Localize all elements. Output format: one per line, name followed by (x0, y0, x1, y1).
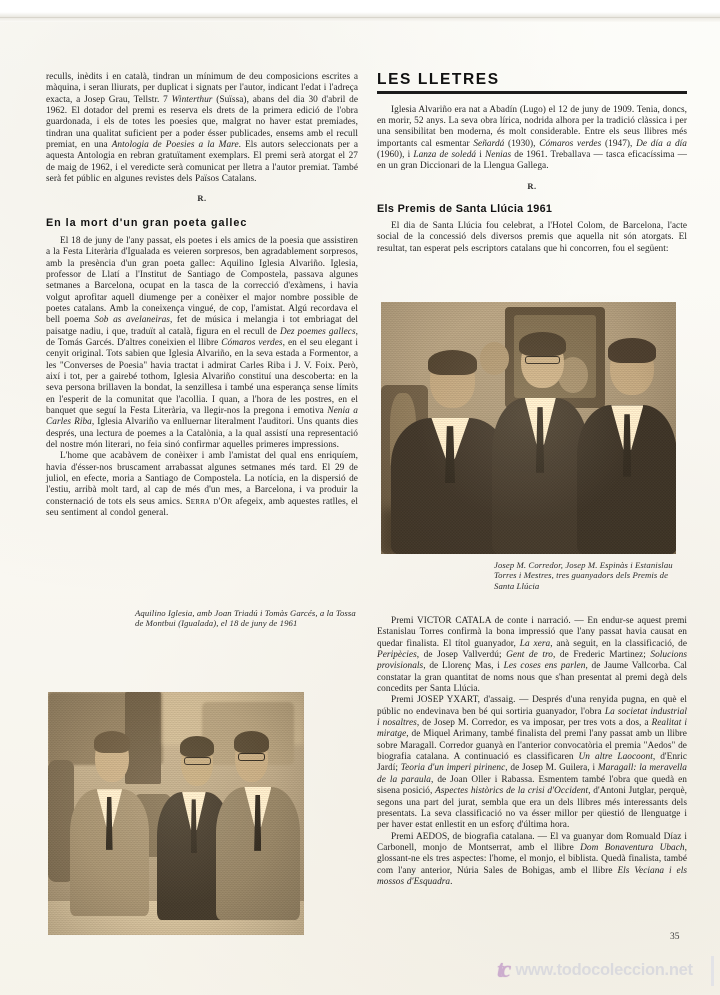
article-heading-poeta-gallec: En la mort d'un gran poeta gallec (46, 217, 248, 230)
poeta-gallec-paragraph-2: L'home que acabàvem de conèixer i amb l'amistat del qual ens enriquíem, havia d'ésser-nos bruscament arrabassat algunes setmanes més tard. El 29 de juliol, en efecte, moria a Santiago de Compostela. La notícia, en la dispersió de l'estiu, arribà molt tard, al cap de més d'un mes, a Barcelona, i va produir la consternació de tots els seus amics. Serra d'Or afegeix, amb aquestes ratlles, el seu sentiment al condol general. (46, 451, 358, 519)
section-title-les-lletres: LES LLETRES (377, 71, 500, 88)
watermark (497, 958, 693, 982)
left-column (46, 72, 358, 519)
photo-premis-santa-llucia-winners (381, 302, 676, 554)
section-title-rule (377, 91, 687, 94)
left-photo-caption-block (135, 608, 358, 629)
alvarino-biography-paragraph: Iglesia Alvariño era nat a Abadín (Lugo) el 12 de juny de 1909. Tenia, doncs, en morir, 52 anys. La seva obra lírica, nodrida alhora per la tradició clàssica i per una sensibilitat ben moderna, és molt considerable. Entre els seus llibres més importants cal esmentar Señardá (1930), Cómaros verdes (1947), De día a día (1960), i Lanza de soledá i Nenias de 1961. Treballava — tasca eficacíssima — en un gran Diccionari de la Llengua Gallega. (377, 104, 687, 172)
page-number: 35 (670, 932, 680, 942)
premis-intro-paragraph: El dia de Santa Llúcia fou celebrat, a l'Hotel Colom, de Barcelona, l'acte social de la concessió dels diversos premis que aquella nit són atorgats. El resultat, tan esperat pels escriptors catalans que hi concorren, fou el següent: (377, 220, 687, 254)
watermark-side-bar (711, 956, 714, 986)
watermark-url-text: www.todocoleccion.net (515, 960, 693, 979)
prize-aedos-paragraph: Premi AEDOS, de biografia catalana. — El va guanyar dom Romuald Díaz i Carbonell, monjo de Montserrat, amb el llibre Dom Bonaventura Ubach, glossant-ne els tres aspectes: l'home, el monjo, el biblista. Quedà finalista, també com l'any anterior, Núria Sales de Bohigas, amb el llibre Els Veciana i els mossos d'Esquadra. (377, 831, 688, 887)
signature-initial-left: R. (197, 193, 207, 204)
prizes-text-block (377, 616, 687, 888)
right-column (377, 72, 687, 255)
continuation-paragraph: reculls, inèdits i en català, tindran un mínimum de deu composicions escrites a màquina, i seran lliurats, per duplicat i signats per l'autor, indicant l'edat i l'adreça exacta, a Josep Grau, Tellstr. 7 Winterthur (Suïssa), abans del dia 30 d'abril de 1962. El dotador del premi es reserva els drets de la primera edició de l'obra guardonada, i els de totes les poesies que, malgrat no haver estat premiades, tindran una qualitat suficient per a poder ésser publicades, ensems amb el recull premiat, en una Antologia de Poesies a la Mare. Els autors seleccionats per a aquesta Antologia en rebran gratuïtament exemplars. El premi serà atorgat el 27 de maig de 1962, i el veredicte serà comunicat per lletra a l'autor premiat. També serà fet públic en algunes revistes dels Països Catalans. (46, 72, 358, 185)
left-photo-caption: Aquilino Iglesia, amb Joan Triadú i Tomàs Garcés, a la Tossa de Montbui (Igualada), el 18 de juny de 1961 (135, 608, 356, 629)
poeta-gallec-paragraph-1: El 18 de juny de l'any passat, els poetes i els amics de la poesia que assistiren a la Festa Literària d'Igualada es veieren sorpresos, ben agradablement sorpresos, amb la presència d'un gran poeta gallec: Aquilino Iglesia Alvariño. Iglesia, professor de Llatí a l'Institut de Santiago de Compostela, passava algunes setmanes a Barcelona, ocupat en la tasca de la correcció d'exàmens, i havia volgut aprofitar aquell diumenge per a conèixer el major nombre possible de poetes catalans. Amb la coneixença vingué, de cop, l'amistat. Algú recordava el bell poema Sob as avelaneiras, fet de música i melangia i tot embriagat del paisatge nadiu, i que, traduït al català, figura en el recull de Dez poemes gallecs, de Tomás Garcés. D'altres coneixien el llibre Cómaros verdes, en el seu elegant i cenyit original. Tots sabien que Iglesia Alvariño, en la seva estada a Formentor, a les "Converses de Poesia" havia tractat i admirat Carles Riba i J. V. Foix. Però, així i tot, per a gairebé tothom, Iglesia Alvariño constituí una descoberta: en la seva persona brillaven la bondat, la senzillesa i també una esperança sense límits en l'esperit de la comunitat que l'acollia. I quan, a l'hora de les postres, en el banquet que seguí la Festa Literària, va llegir-nos la pregona i emotiva Nenia a Carles Riba, Iglesia Alvariño va enlluernar literalment l'auditori. Uns quants dies després, una lectura de poemes a la Catalònia, a la qual assistí una representació del nostre món literari, no feia sinó confirmar aquelles primeres impressions. (46, 235, 358, 451)
photo-aquilino-iglesia-group (48, 692, 304, 935)
signature-initial-right: R. (527, 180, 537, 191)
prize-josep-yxart-paragraph: Premi JOSEP YXART, d'assaig. — Després d'una renyida pugna, en què el públic no endevinava ben bé qui sortiria guanyador, l'obra La societat industrial i nosaltres, de Josep M. Corredor, es va imposar, per tres vots a dos, a Realitat i miratge, de Miquel Arimany, també finalista del premi l'any passat amb un llibre sobre Maragall. Corredor guanyà en l'anterior convocatòria el premia "Aedos" de biografia catalana. A continuació es classificaren Un altre Laocoont, d'Enric Jardí; Teoria d'un imperi pirinenc, de Josep M. Guilera, i Maragall: la meravella de la paraula, de Joan Oller i Rabassa. Esmentem també l'obra que quedà en sisena posició, Aspectes històrics de la crisi d'Occident, d'Antoni Jutglar, perquè, segons una part del jurat, sembla que era un dels llibres més interessants dels presentats. La seva classificació no va ésser millor per qüestió de llenguatge i per haver estat enllestit en un esforç d'última hora. (377, 695, 688, 831)
right-photo-caption-block (494, 560, 686, 591)
prize-victor-catala-paragraph: Premi VICTOR CATALA de conte i narració. — En endur-se aquest premi Estanislau Torres confirmà la bona impressió que l'any passat havia causat en quedar finalista. El títol guanyador, La xera, anà seguit, en la classificació, de Peripècies, de Josep Vallverdú; Gent de tro, de Frederic Martinez; Solucions provisionals, de Llorenç Mas, i Les coses ens parlen, de Jaume Vallcorba. Cal constatar la gran quantitat de noms nous que s'han presentat al premi degà dels concedits per Santa Llúcia. (377, 616, 687, 695)
article-heading-premis-santa-llucia: Els Premis de Santa Llúcia 1961 (377, 202, 553, 215)
todocoleccion-logo-icon: tc (497, 957, 509, 983)
right-photo-caption: Josep M. Corredor, Josep M. Espinàs i Estanislau Torres i Mestres, tres guanyadors dels Premis de Santa Llúcia (494, 560, 673, 591)
